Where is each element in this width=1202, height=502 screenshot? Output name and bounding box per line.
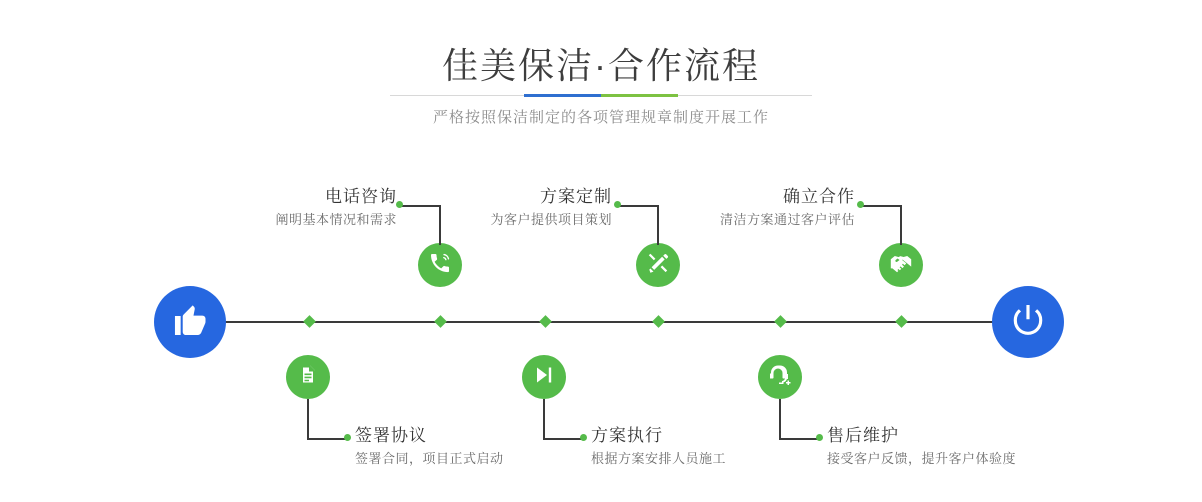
- step-desc: 清洁方案通过客户评估: [719, 212, 855, 227]
- axis-marker: [539, 315, 552, 328]
- power-icon: [1009, 301, 1047, 344]
- connector-line: [861, 205, 901, 207]
- step-icon-plan-customization: [636, 243, 680, 287]
- step-desc: 为客户提供项目策划: [490, 212, 612, 227]
- step-desc: 接受客户反馈，提升客户体验度: [827, 451, 1017, 466]
- step-desc: 阐明基本情况和需求: [275, 212, 397, 227]
- axis-marker: [303, 315, 316, 328]
- customer-service-icon: [768, 363, 792, 392]
- connector-dot: [396, 201, 403, 208]
- page-subtitle: 严格按照保洁制定的各项管理规章制度开展工作: [432, 109, 769, 126]
- step-label-establish-cooperation: [700, 186, 855, 230]
- connector-dot: [857, 201, 864, 208]
- page-title: 佳美保洁·合作流程: [442, 45, 760, 86]
- title-divider-accent-green: [601, 94, 678, 97]
- step-icon-after-sales: [758, 355, 802, 399]
- step-icon-phone-consult: [418, 243, 462, 287]
- step-label-sign-agreement: [355, 425, 504, 469]
- step-label-phone-consult: [252, 186, 397, 230]
- axis-marker: [652, 315, 665, 328]
- pencil-ruler-icon: [646, 251, 670, 280]
- play-forward-icon: [532, 363, 556, 392]
- handshake-icon: [889, 251, 913, 280]
- step-label-plan-execution: [591, 425, 726, 469]
- timeline-end-node: [992, 286, 1064, 358]
- connector-dot: [614, 201, 621, 208]
- step-title: 签署协议: [355, 426, 427, 445]
- thumbs-up-icon: [171, 301, 209, 344]
- title-divider-accent-blue: [524, 94, 601, 97]
- connector-line: [779, 399, 781, 439]
- connector-line: [400, 205, 440, 207]
- step-desc: 签署合同，项目正式启动: [355, 451, 504, 466]
- step-desc: 根据方案安排人员施工: [591, 451, 727, 466]
- connector-line: [439, 205, 441, 245]
- document-edit-icon: [296, 363, 320, 392]
- step-icon-plan-execution: [522, 355, 566, 399]
- axis-marker: [895, 315, 908, 328]
- step-label-after-sales: [827, 425, 1016, 469]
- step-title: 方案执行: [591, 426, 663, 445]
- connector-line: [307, 399, 309, 439]
- connector-line: [543, 399, 545, 439]
- step-label-plan-customization: [460, 186, 612, 230]
- connector-dot: [580, 434, 587, 441]
- step-icon-sign-agreement: [286, 355, 330, 399]
- connector-line: [900, 205, 902, 245]
- connector-dot: [344, 434, 351, 441]
- step-title: 售后维护: [827, 426, 899, 445]
- connector-line: [543, 438, 583, 440]
- axis-marker: [774, 315, 787, 328]
- step-title: 电话咨询: [325, 187, 397, 206]
- step-title: 方案定制: [540, 187, 612, 206]
- connector-dot: [816, 434, 823, 441]
- phone-call-icon: [428, 251, 452, 280]
- step-title: 确立合作: [783, 187, 855, 206]
- connector-line: [657, 205, 659, 245]
- connector-line: [779, 438, 819, 440]
- timeline-start-node: [154, 286, 226, 358]
- connector-line: [307, 438, 347, 440]
- step-icon-establish-cooperation: [879, 243, 923, 287]
- connector-line: [618, 205, 658, 207]
- axis-marker: [434, 315, 447, 328]
